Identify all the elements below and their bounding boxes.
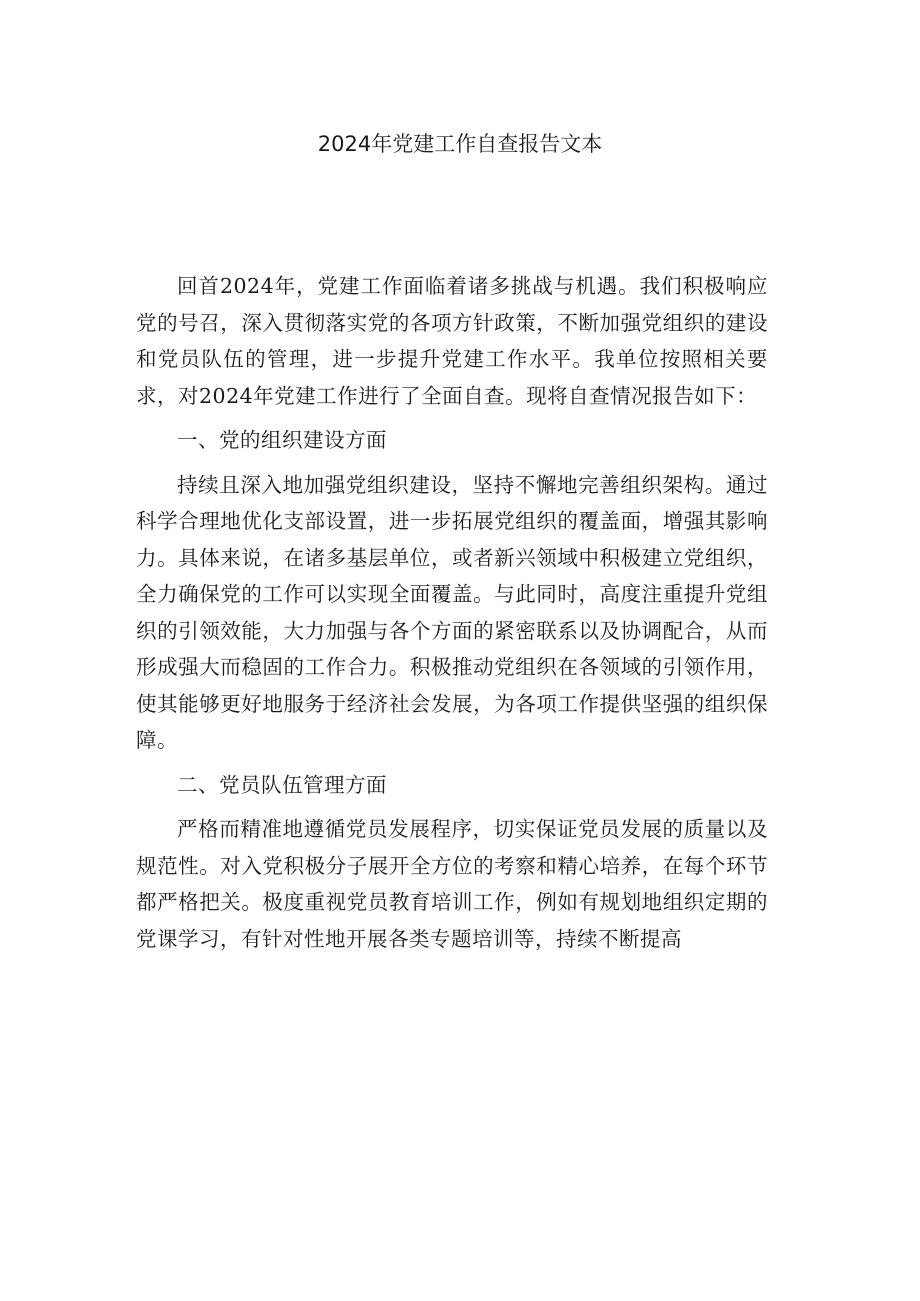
intro-paragraph: 回首2024年，党建工作面临着诸多挑战与机遇。我们积极响应党的号召，深入贯彻落实党的各项方针政策，不断加强党组织的建设和党员队伍的管理，进一步提升党建工作水平。我单位按照相关要求，对2024年党建工作进行了全面自查。现将自查情况报告如下： <box>136 274 768 408</box>
section-paragraph-organization: 持续且深入地加强党组织建设，坚持不懈地完善组织架构。通过科学合理地优化支部设置，进一步拓展党组织的覆盖面，增强其影响力。具体来说，在诸多基层单位，或者新兴领域中积极建立党组织，全力确保党的工作可以实现全面覆盖。与此同时，高度注重提升党组织的引领效能，大力加强与各个方面的紧密联系以及协调配合，从而形成强大而稳固的工作合力。积极推动党组织在各领域的引领作用，使其能够更好地服务于经济社会发展，为各项工作提供坚强的组织保障。 <box>136 472 768 752</box>
section-paragraph-members: 严格而精准地遵循党员发展程序，切实保证党员发展的质量以及规范性。对入党积极分子展开全方位的考察和精心培养，在每个环节都严格把关。极度重视党员教育培训工作，例如有规划地组织定期的党课学习，有针对性地开展各类专题培训等，持续不断提高 <box>136 817 768 951</box>
document-body <box>136 268 768 957</box>
document-title: 2024年党建工作自查报告文本 <box>317 132 603 156</box>
section-heading-members: 二、党员队伍管理方面 <box>177 772 387 797</box>
section-heading-organization: 一、党的组织建设方面 <box>177 428 387 452</box>
